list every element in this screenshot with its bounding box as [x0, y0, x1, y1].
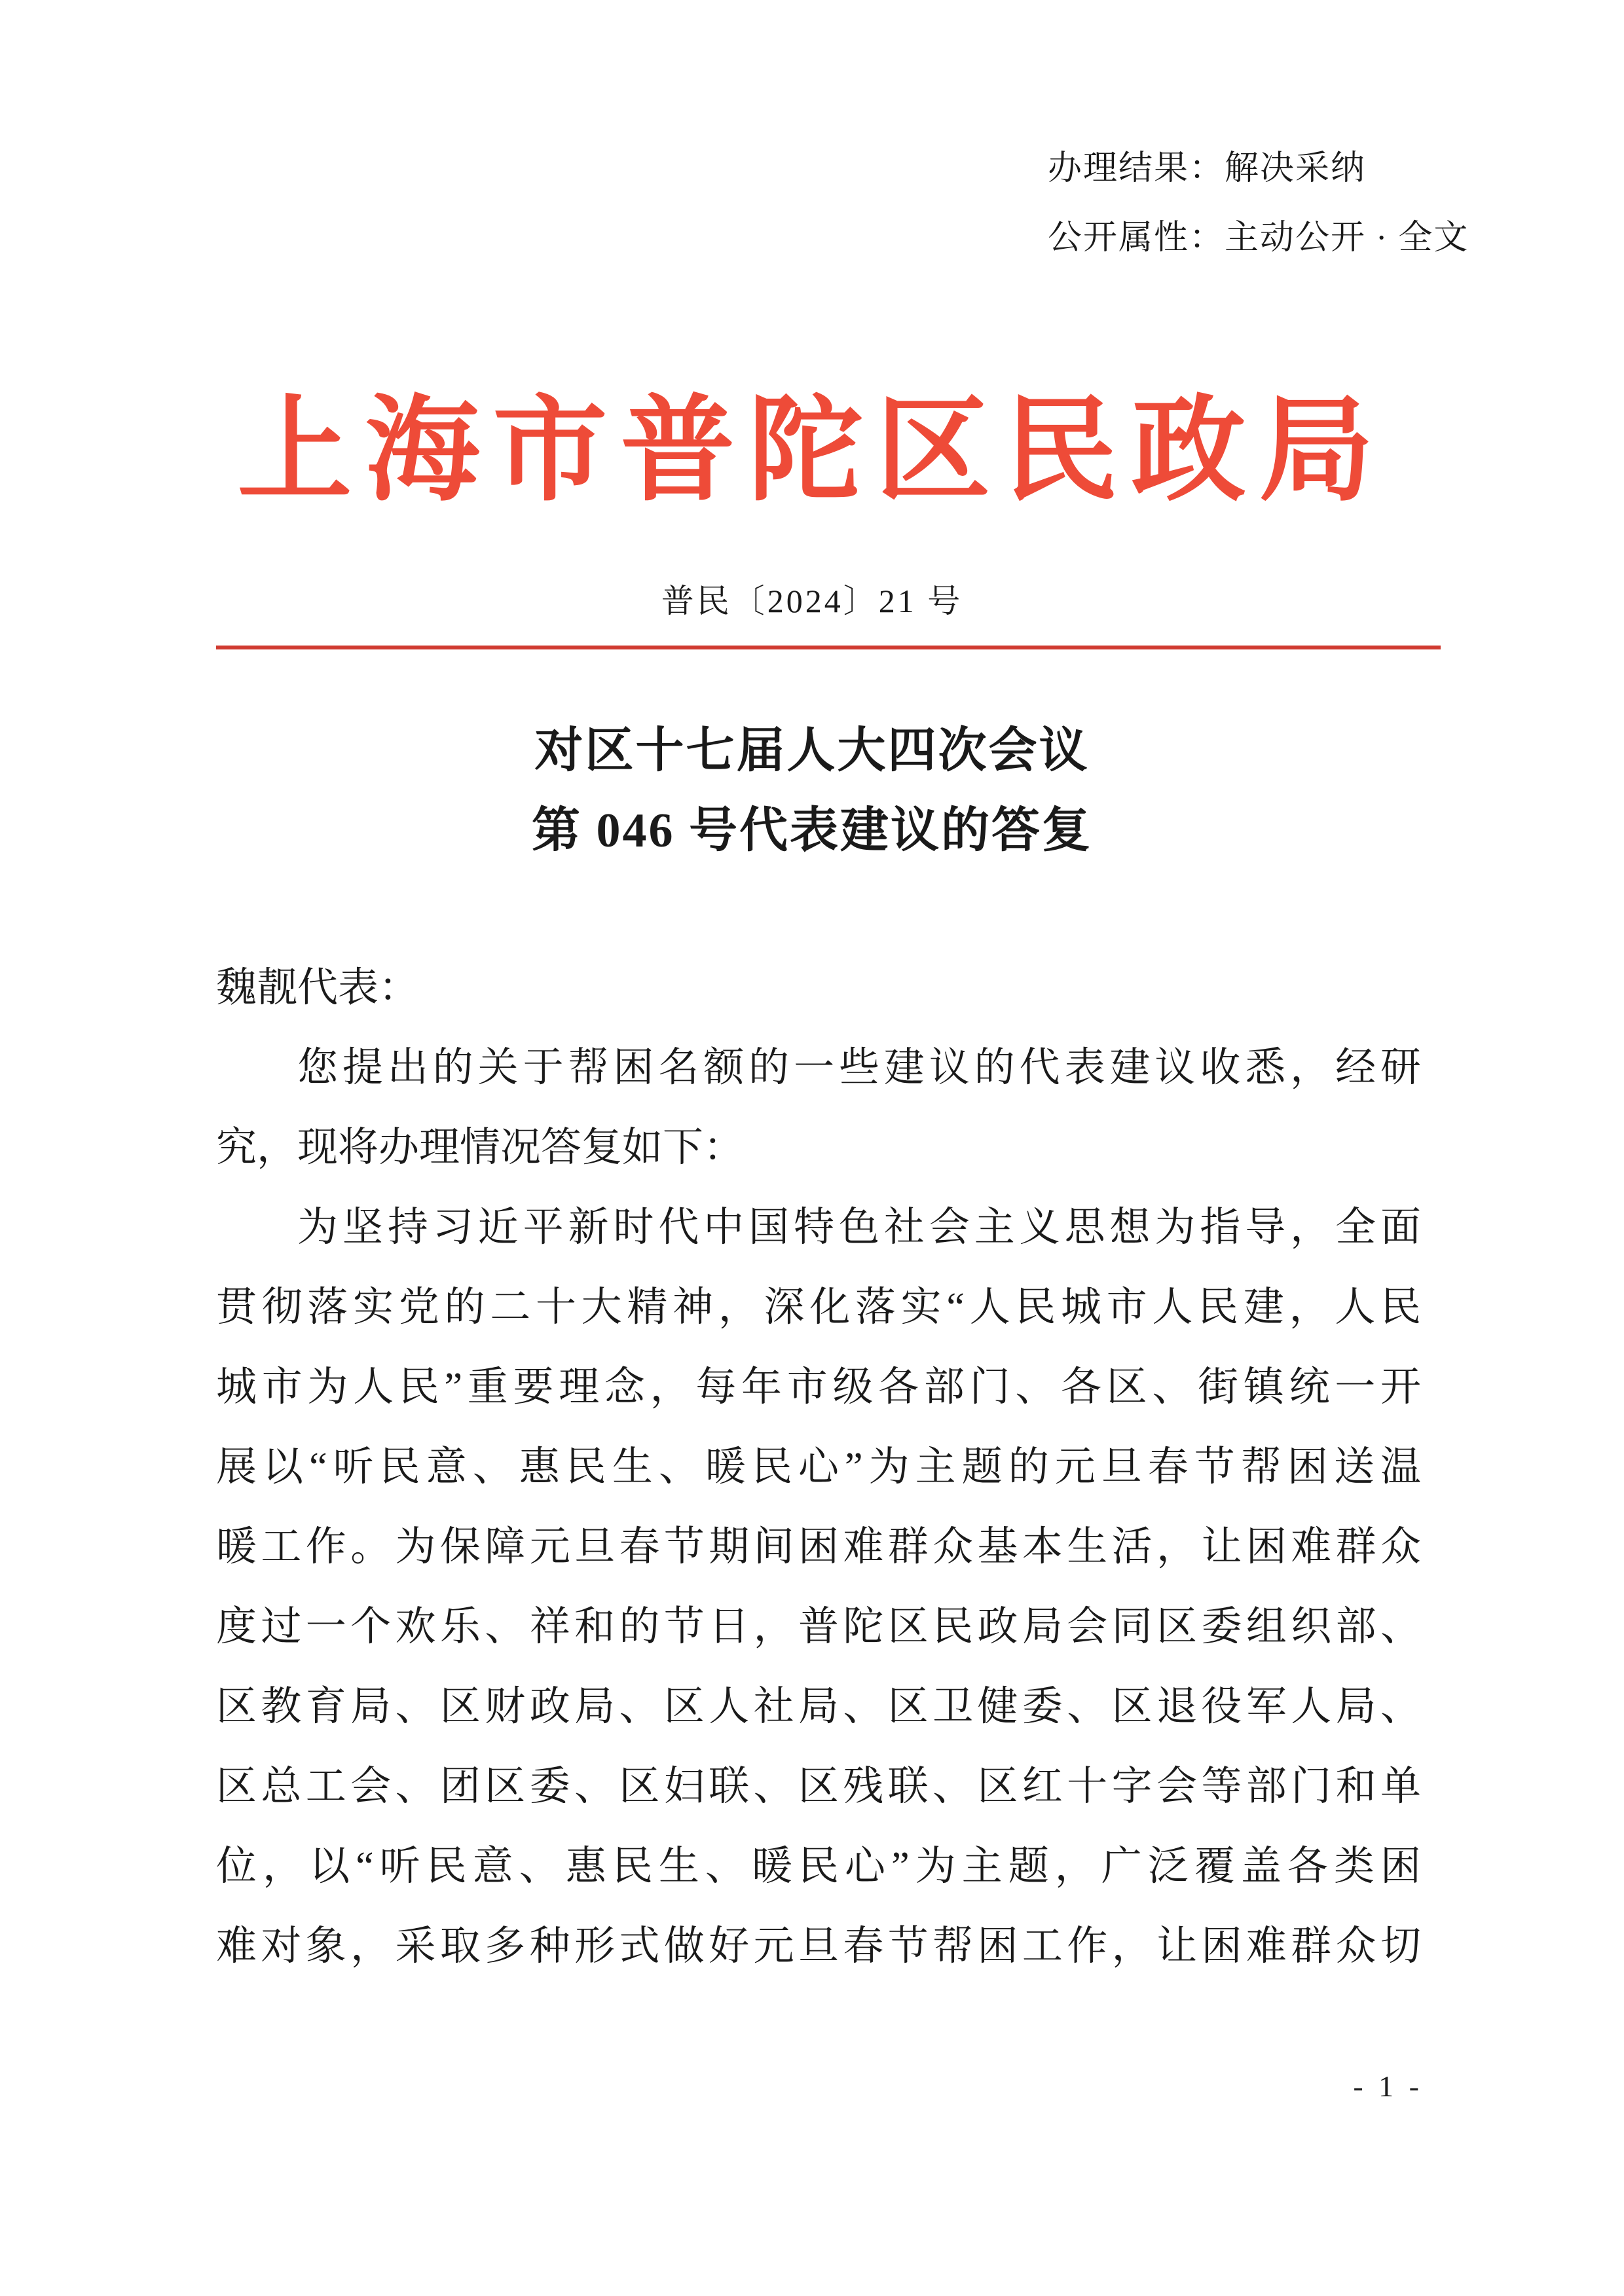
body-line: 城市为人民”重要理念，每年市级各部门、各区、街镇统一开 [216, 1365, 1421, 1410]
red-divider [216, 646, 1441, 649]
body-line: 究，现将办理情况答复如下： [216, 1125, 745, 1170]
doc-number: 普民〔2024〕21 号 [661, 583, 963, 619]
doc-title-line1: 对区十七届人大四次会议 [534, 724, 1090, 778]
doc-title-line2: 第 046 号代表建议的答复 [532, 804, 1092, 858]
salutation: 魏靓代表： [216, 966, 420, 1010]
body-text [216, 948, 1421, 1986]
body-line: 难对象，采取多种形式做好元旦春节帮困工作，让困难群众切 [216, 1924, 1421, 1969]
body-line: 展以“听民意、惠民生、暖民心”为主题的元旦春节帮困送温 [216, 1445, 1421, 1489]
body-line: 为坚持习近平新时代中国特色社会主义思想为指导，全面 [297, 1205, 1421, 1250]
issuer-title: 上海市普陀区民政局 [237, 388, 1387, 515]
page-number: - 1 - [1353, 2069, 1423, 2103]
meta-block [1048, 134, 1469, 273]
body-line: 度过一个欢乐、祥和的节日，普陀区民政局会同区委组织部、 [216, 1605, 1421, 1649]
body-line: 区总工会、团区委、区妇联、区残联、区红十字会等部门和单 [216, 1764, 1421, 1809]
meta-publicity: 公开属性：主动公开 · 全文 [1048, 219, 1469, 257]
body-line: 您提出的关于帮困名额的一些建议的代表建议收悉，经研 [297, 1046, 1421, 1090]
body-line: 区教育局、区财政局、区人社局、区卫健委、区退役军人局、 [216, 1685, 1421, 1729]
body-line: 贯彻落实党的二十大精神，深化落实“人民城市人民建，人民 [216, 1285, 1421, 1330]
meta-result: 办理结果：解决采纳 [1048, 150, 1367, 187]
body-line: 位，以“听民意、惠民生、暖民心”为主题，广泛覆盖各类困 [216, 1844, 1421, 1889]
body-line: 暖工作。为保障元旦春节期间困难群众基本生活，让困难群众 [216, 1525, 1421, 1569]
doc-title [0, 711, 1624, 871]
